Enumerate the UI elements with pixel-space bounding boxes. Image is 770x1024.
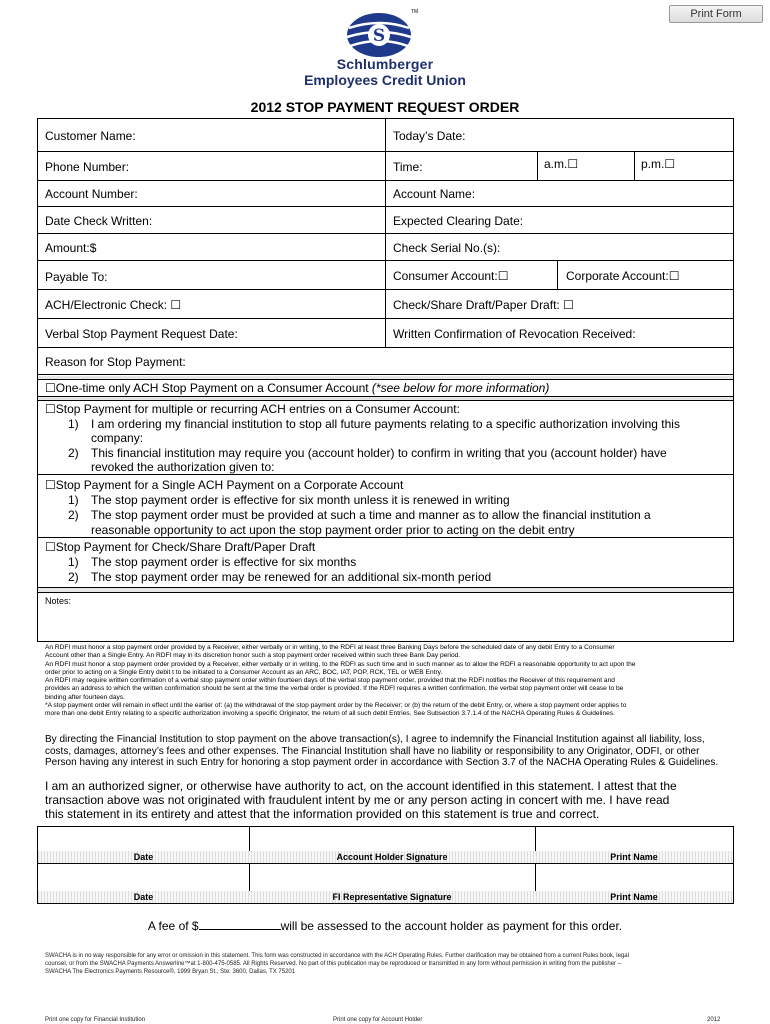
fine-print-line: Account other than a Single Entry. An RDFI may in its discretion honor such a stop payment order received within such three Bank Day period. bbox=[45, 652, 461, 660]
one-time-ach-label: ☐One-time only ACH Stop Payment on a Consumer Account bbox=[45, 381, 369, 395]
trademark-mark: TM bbox=[411, 9, 419, 15]
account-name-field[interactable]: Account Name: bbox=[393, 187, 476, 201]
check-serial-field[interactable]: Check Serial No.(s): bbox=[393, 241, 501, 255]
column-divider bbox=[537, 151, 538, 180]
am-checkbox[interactable]: a.m.☐ bbox=[544, 157, 579, 171]
amount-field[interactable]: Amount:$ bbox=[45, 241, 97, 255]
disclaimer-line: SWACHA is in no way responsible for any error or omission in this statement. This form was constructed in accordance with the ACH Operating Rules. Further clarification may be obtained from a current Rules book, legal bbox=[45, 953, 629, 959]
fee-statement bbox=[0, 918, 770, 933]
column-divider bbox=[385, 118, 386, 347]
indemnity-paragraph bbox=[45, 734, 735, 769]
fee-text-post: will be assessed to the account holder as payment for this order. bbox=[280, 919, 623, 933]
list-number: 2) bbox=[68, 570, 79, 584]
paragraph-line: transaction above was not originated with fraudulent intent by me or any person acting in concert with me. I have read bbox=[45, 793, 670, 808]
verbal-request-date-field[interactable]: Verbal Stop Payment Request Date: bbox=[45, 327, 238, 341]
todays-date-field[interactable]: Today’s Date: bbox=[393, 129, 466, 143]
disclaimer-line: counsel, or from the SWACHA Payments Answerline™at 1-800-475-0585. All Rights Reserved. No part of this publication may be reproduced or transmitted in any form without permission in writing from the publisher – bbox=[45, 961, 622, 967]
list-number: 1) bbox=[68, 417, 79, 431]
paragraph-line: By directing the Financial Institution to stop payment on the above transaction(s), I agree to indemnify the Financial Institution against all liability, loss, bbox=[45, 734, 705, 745]
date-header: Date bbox=[133, 852, 154, 862]
phone-number-field[interactable]: Phone Number: bbox=[45, 160, 130, 174]
one-time-ach-option[interactable] bbox=[45, 381, 549, 395]
fee-text-pre: A fee of $ bbox=[147, 919, 199, 933]
paragraph-line: this statement in its entirety and attest that the information provided on this statement is true and correct. bbox=[45, 807, 600, 822]
fine-print-line: binding after fourteen days. bbox=[45, 693, 125, 701]
row-divider bbox=[38, 863, 733, 864]
multiple-ach-option[interactable]: ☐Stop Payment for multiple or recurring ACH entries on a Consumer Account: bbox=[45, 402, 460, 416]
ach-electronic-check-checkbox[interactable]: ACH/Electronic Check: ☐ bbox=[45, 298, 182, 312]
row-divider bbox=[37, 474, 734, 475]
row-divider bbox=[37, 347, 734, 348]
swacha-disclaimer bbox=[45, 952, 735, 976]
fine-print-line: provides an address to which the written confirmation should be sent at the time the verbal order is provided. If the RDFI requires a written confirmation, the verbal stop payment order will cease to be bbox=[45, 685, 624, 693]
row-divider bbox=[37, 592, 734, 593]
column-divider bbox=[557, 260, 558, 289]
signature-header-row bbox=[38, 851, 733, 863]
list-item-text: The stop payment order is effective for six months bbox=[91, 555, 357, 569]
list-item-text: revoked the authorization given to: bbox=[91, 460, 275, 474]
expected-clearing-date-field[interactable]: Expected Clearing Date: bbox=[393, 214, 524, 228]
time-field[interactable]: Time: bbox=[393, 160, 423, 174]
pm-checkbox[interactable]: p.m.☐ bbox=[641, 157, 676, 171]
disclaimer-line: SWACHA The Electronics Payments Resource®, 1999 Bryan St., Ste. 3600, Dallas, TX 75201 bbox=[45, 969, 296, 975]
list-item-text: I am ordering my financial institution to stop all future payments relating to a specific authorization involving this bbox=[91, 417, 680, 431]
print-form-button[interactable]: Print Form bbox=[669, 5, 763, 23]
fine-print-line: *A stop payment order will remain in effect until the earlier of: (a) the withdrawal of the stop payment order by the Receiver; or (b) the return of the debit Entry, or, where a stop payment order applies to bbox=[45, 702, 627, 710]
fee-amount-field[interactable] bbox=[199, 918, 281, 930]
check-share-draft-option[interactable]: ☐Stop Payment for Check/Share Draft/Paper Draft bbox=[45, 540, 316, 554]
form-title: 2012 STOP PAYMENT REQUEST ORDER bbox=[250, 99, 520, 115]
corporate-account-checkbox[interactable]: Corporate Account:☐ bbox=[566, 269, 680, 283]
list-item-text: The stop payment order may be renewed for an additional six-month period bbox=[91, 570, 492, 584]
sec-logo bbox=[344, 10, 414, 60]
row-divider bbox=[37, 379, 734, 380]
fine-print-line: An RDFI must honor a stop payment order provided by a Receiver, either verbally or in writing, to the RDFI at least three Banking Days before the scheduled date of any debit Entry to a Consumer bbox=[45, 644, 615, 651]
reason-label: Reason for Stop Payment: bbox=[45, 355, 186, 369]
check-share-draft-checkbox[interactable]: Check/Share Draft/Paper Draft: ☐ bbox=[393, 298, 574, 312]
fine-print-line: more than one debit Entry relating to a specific authorization involving a specific Originator, the return of all such debit Entries. See Subsection 3.7.1.4 of the NACHA Operating Rules & Guidelines. bbox=[45, 710, 615, 718]
date-header: Date bbox=[133, 892, 154, 902]
print-name-header: Print Name bbox=[610, 892, 658, 902]
list-item-text: This financial institution may require you (account holder) to confirm in writing that you (account holder) have bbox=[91, 446, 667, 460]
paragraph-line: costs, damages, attorney’s fees and other expenses. The Financial Institution shall have no liability or responsibility to any Originator, ODFI, or other bbox=[45, 745, 700, 757]
single-ach-corporate-option[interactable]: ☐Stop Payment for a Single ACH Payment on a Corporate Account bbox=[45, 478, 404, 492]
notes-area[interactable]: Notes: bbox=[45, 596, 72, 606]
list-number: 2) bbox=[68, 508, 79, 522]
list-item-text: reasonable opportunity to act upon the stop payment order prior to acting on the debit entry bbox=[91, 523, 575, 537]
list-number: 1) bbox=[68, 555, 79, 569]
payable-to-field[interactable]: Payable To: bbox=[45, 270, 108, 284]
footer-year: 2012 bbox=[707, 1017, 721, 1023]
fine-print-line: An RDFI must honor a stop payment order provided by a Receiver, either verbally or in writing, to the RDFI as such time and in such manner as to allow the RDFI a reasonable opportunity to act upon the bbox=[45, 660, 636, 668]
written-confirmation-field[interactable]: Written Confirmation of Revocation Received: bbox=[393, 327, 636, 341]
list-item-text: The stop payment order is effective for six month unless it is renewed in writing bbox=[91, 493, 510, 507]
org-name-line2: Employees Credit Union bbox=[304, 72, 466, 88]
consumer-account-checkbox[interactable]: Consumer Account:☐ bbox=[393, 269, 509, 283]
org-name-line1: Schlumberger bbox=[336, 56, 434, 72]
account-holder-signature-header: Account Holder Signature bbox=[336, 852, 448, 862]
fi-representative-signature-header: FI Representative Signature bbox=[332, 892, 452, 902]
svg-text:S: S bbox=[372, 26, 386, 46]
rdfi-fine-print bbox=[45, 644, 725, 719]
list-number: 1) bbox=[68, 493, 79, 507]
list-number: 2) bbox=[68, 446, 79, 460]
list-item-text: The stop payment order must be provided at such a time and manner as to allow the financial institution a bbox=[91, 508, 651, 522]
paragraph-line: I am an authorized signer, or otherwise have authority to act, on the account identified in this statement. I attest that the bbox=[45, 779, 677, 793]
signature-table bbox=[37, 826, 734, 904]
list-item-text: company: bbox=[91, 431, 144, 445]
row-divider bbox=[37, 400, 734, 401]
paragraph-line: Person having any interest in such Entry for honoring a stop payment order in accordance with Section 3.7 of the NACHA Operating Rules & Guidelines. bbox=[45, 757, 719, 768]
date-check-written-field[interactable]: Date Check Written: bbox=[45, 214, 153, 228]
footer-center: Print one copy for Account Holder bbox=[333, 1017, 423, 1023]
customer-name-field[interactable]: Customer Name: bbox=[45, 129, 136, 143]
fine-print-line: An RDFI may require written confirmation of a verbal stop payment order within fourteen days of the verbal stop payment order, provided that the RDFI notifies the Receiver of this requirement and bbox=[45, 677, 615, 685]
row-divider bbox=[37, 374, 734, 375]
attestation-paragraph bbox=[45, 779, 735, 822]
account-number-field[interactable]: Account Number: bbox=[45, 187, 138, 201]
signature-header-row bbox=[38, 891, 733, 903]
row-divider bbox=[37, 537, 734, 538]
fine-print-line: order prior to acting on a Single Entry debit t to be initiated to a Consumer Account as an ARC, BOC, IAT, POP, RCK, TEL or WEB Entry. bbox=[45, 668, 443, 676]
print-name-header: Print Name bbox=[610, 852, 658, 862]
one-time-ach-note: (*see below for more information) bbox=[371, 381, 550, 395]
footer-left: Print one copy for Financial Institution bbox=[45, 1017, 146, 1023]
column-divider bbox=[634, 151, 635, 180]
